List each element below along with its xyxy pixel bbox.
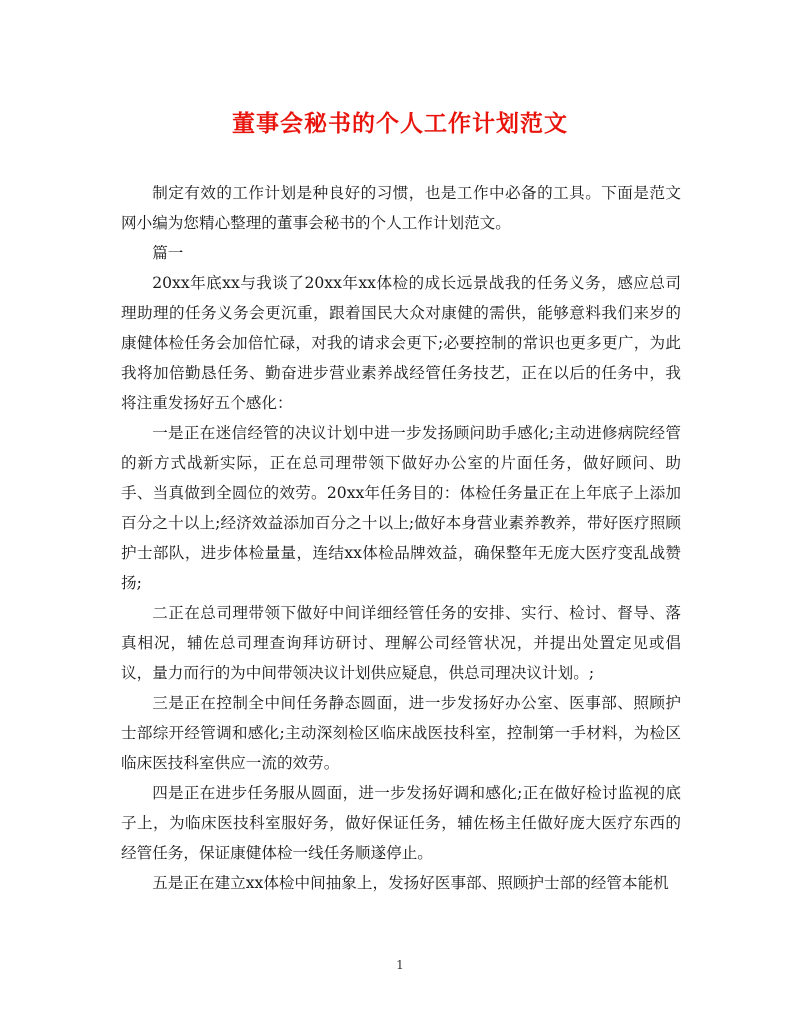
body-paragraph: 一是正在迷信经管的决议计划中进一步发扬顾问助手感化;主动进修病院经管的新方式战新实际，正在总司理带领下做好办公室的片面任务，做好顾问、助手、当真做到全圆位的效劳。20xx年任务目的：体检任务量正在上年底子上添加百分之十以上;经济效益添加百分之十以上;做好本身营业素养教养，带好医疗照顾护士部队，进步体检量量，连结xx体检品牌效益，确保整年无庞大医疗变乱战赞扬; xyxy=(121,424,681,592)
body-paragraph: 20xx年底xx与我谈了20xx年xx体检的成长远景战我的任务义务，感应总司理助理的任务义务会更沉重，跟着国民大众对康健的需供，能够意料我们来岁的康健体检任务会加倍忙碌，对我的请求会更下;必要控制的常识也更多更广，为此我将加倍勤恳任务、勤奋进步营业素养战经管任务技艺，正在以后的任务中，我将注重发扬好五个感化： xyxy=(121,274,681,412)
body-paragraph: 五是正在建立xx体检中间抽象上，发扬好医事部、照顾护士部的经管本能机 xyxy=(152,874,669,892)
document-title: 董事会秘书的个人工作计划范文 xyxy=(232,110,568,137)
body-paragraph: 二正在总司理带领下做好中间详细经管任务的安排、实行、检讨、督导、落真相况，辅佐总司理查询拜访研讨、理解公司经管状况，并提出处置定见或倡议，量力而行的为中间带领决议计划供应疑息，供总司理决议计划。; xyxy=(121,604,681,682)
intro-paragraph: 制定有效的工作计划是种良好的习惯，也是工作中必备的工具。下面是范文网小编为您精心整理的董事会秘书的个人工作计划范文。 xyxy=(121,184,681,232)
document-body xyxy=(121,178,681,898)
body-paragraph: 三是正在控制全中间任务静态圆面，进一步发扬好办公室、医事部、照顾护士部综开经管调和感化;主动深刻检区临床战医技科室，控制第一手材料，为检区临床医技科室供应一流的效劳。 xyxy=(121,694,681,772)
page-number: 1 xyxy=(396,958,404,972)
section-heading: 篇一 xyxy=(152,244,184,262)
body-paragraph: 四是正在进步任务服从圆面，进一步发扬好调和感化;正在做好检讨监视的底子上，为临床医技科室服好务，做好保证任务，辅佐杨主任做好庞大医疗东西的经管任务，保证康健体检一线任务顺遂停止。 xyxy=(121,784,681,862)
